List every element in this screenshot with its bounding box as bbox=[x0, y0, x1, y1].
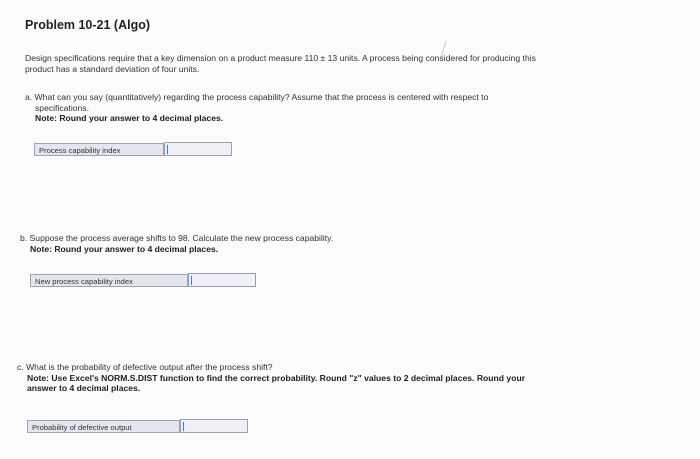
part-c-note-line-2: answer to 4 decimal places. bbox=[27, 383, 141, 393]
part-b-field-label: New process capability index bbox=[30, 274, 188, 287]
text-caret bbox=[191, 276, 192, 285]
text-caret bbox=[183, 422, 184, 431]
part-b-question-text: b. Suppose the process average shifts to 98. Calculate the new process capability. bbox=[20, 233, 334, 243]
part-c-field-label: Probability of defective output bbox=[27, 420, 180, 433]
process-capability-index-input[interactable] bbox=[164, 142, 232, 156]
part-a-question-line-1: a. What can you say (quantitatively) regarding the process capability? Assume that the process is centered with respect to bbox=[25, 92, 489, 102]
intro-line-1: Design specifications require that a key dimension on a product measure 110 ± 13 units. A process being considered for producing this bbox=[25, 53, 536, 63]
part-a-field-label: Process capability index bbox=[34, 143, 164, 156]
probability-of-defective-output-input[interactable] bbox=[180, 419, 248, 433]
part-a-question bbox=[25, 92, 665, 124]
part-c-question bbox=[17, 362, 677, 394]
part-c-answer-row bbox=[27, 419, 248, 433]
part-a-question-line-2: specifications. bbox=[35, 102, 89, 113]
part-b-answer-row bbox=[30, 273, 256, 287]
part-b-question bbox=[20, 233, 660, 254]
new-process-capability-index-input[interactable] bbox=[188, 273, 256, 287]
part-a-answer-row bbox=[34, 142, 232, 156]
problem-intro bbox=[25, 53, 665, 75]
part-b-note: Note: Round your answer to 4 decimal places. bbox=[30, 243, 219, 254]
problem-title: Problem 10-21 (Algo) bbox=[25, 18, 151, 32]
part-c-question-text: c. What is the probability of defective output after the process shift? bbox=[17, 362, 273, 372]
intro-line-2: product has a standard deviation of four units. bbox=[25, 64, 200, 74]
part-a-note: Note: Round your answer to 4 decimal places. bbox=[35, 113, 224, 123]
text-caret bbox=[167, 145, 168, 154]
part-c-note-line-1: Note: Use Excel's NORM.S.DIST function to find the correct probability. Round "z" values to 2 decimal places. Round your bbox=[27, 372, 526, 383]
